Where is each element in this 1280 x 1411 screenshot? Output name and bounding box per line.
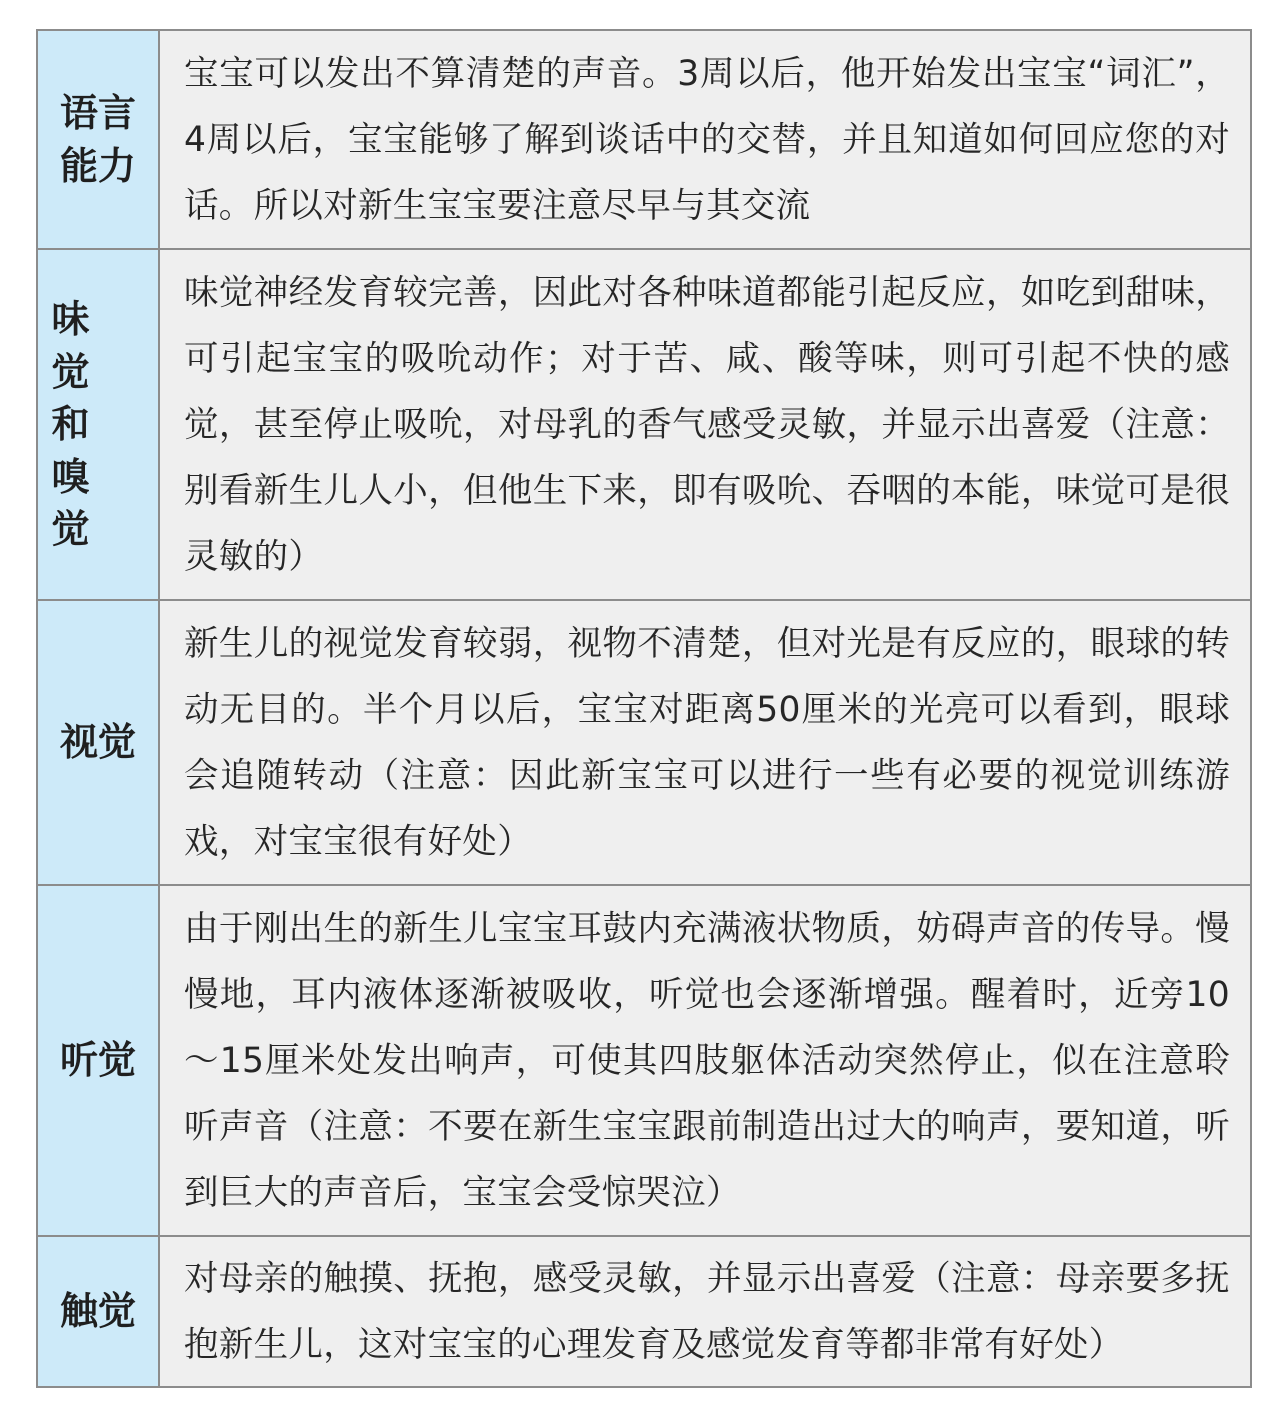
row-content-cell <box>159 600 1251 885</box>
table-row-taste-smell <box>37 249 1251 600</box>
table-row-hearing <box>37 885 1251 1236</box>
row-label-cell <box>37 885 159 1236</box>
row-label-vision: 视觉 <box>60 720 137 765</box>
newborn-senses-table <box>36 29 1252 1388</box>
row-description-taste-smell: 味觉神经发育较完善，因此对各种味道都能引起反应，如吃到甜味，可引起宝宝的吸吮动作；对于苦、咸、酸等味，则可引起不快的感觉，甚至停止吸吮，对母乳的香气感受灵敏，并显示出喜爱（注意：别看新生儿人小，但他生下来，即有吸吮、吞咽的本能，味觉可是很灵敏的） <box>184 272 1230 577</box>
row-content-cell <box>159 1236 1251 1387</box>
row-description-hearing: 由于刚出生的新生儿宝宝耳鼓内充满液状物质，妨碍声音的传导。慢慢地，耳内液体逐渐被吸收，听觉也会逐渐增强。醒着时，近旁10～15厘米处发出响声，可使其四肢躯体活动突然停止，似在注意聆听声音（注意：不要在新生宝宝跟前制造出过大的响声，要知道，听到巨大的声音后，宝宝会受惊哭泣） <box>184 908 1230 1213</box>
table-row-touch <box>37 1236 1251 1387</box>
row-description-vision: 新生儿的视觉发育较弱，视物不清楚，但对光是有反应的，眼球的转动无目的。半个月以后，宝宝对距离50厘米的光亮可以看到，眼球会追随转动（注意：因此新宝宝可以进行一些有必要的视觉训练游戏，对宝宝很有好处） <box>184 623 1230 862</box>
row-label-cell <box>37 249 159 600</box>
row-label-cell <box>37 1236 159 1387</box>
row-content-cell <box>159 30 1251 249</box>
row-label-cell <box>37 30 159 249</box>
row-label-hearing: 听觉 <box>60 1038 137 1083</box>
table-row-vision <box>37 600 1251 885</box>
row-label-taste-smell: 味觉和嗅觉 <box>51 297 107 552</box>
table-row-language <box>37 30 1251 249</box>
row-content-cell <box>159 885 1251 1236</box>
row-label-language: 语言能力 <box>60 91 137 188</box>
row-content-cell <box>159 249 1251 600</box>
row-description-touch: 对母亲的触摸、抚抱，感受灵敏，并显示出喜爱（注意：母亲要多抚抱新生儿，这对宝宝的心理发育及感觉发育等都非常有好处） <box>184 1258 1230 1365</box>
row-label-touch: 触觉 <box>60 1289 137 1334</box>
row-label-cell <box>37 600 159 885</box>
row-description-language: 宝宝可以发出不算清楚的声音。3周以后，他开始发出宝宝“词汇”，4周以后，宝宝能够了解到谈话中的交替，并且知道如何回应您的对话。所以对新生宝宝要注意尽早与其交流 <box>184 53 1230 226</box>
